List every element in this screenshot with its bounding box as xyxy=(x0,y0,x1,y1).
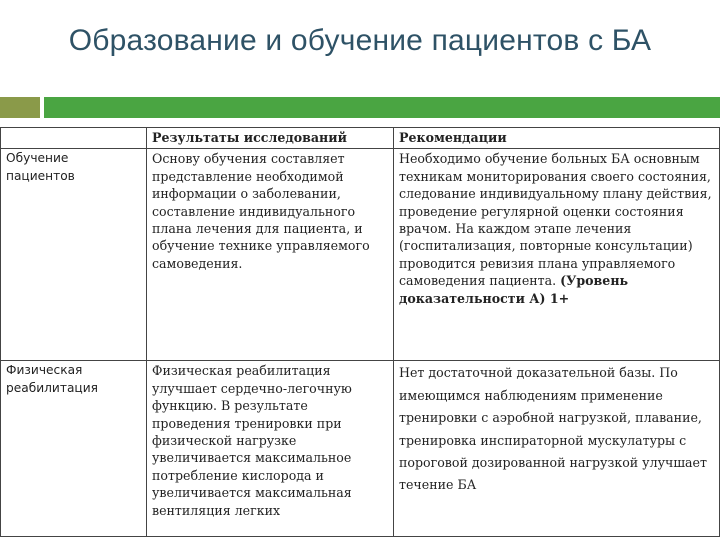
topic-cell: Обучение пациентов xyxy=(1,149,147,361)
accent-bar-small xyxy=(0,97,40,118)
accent-bar-large xyxy=(44,97,720,118)
results-cell: Физическая реабилитация улучшает сердечно-легочную функцию. В результате проведения тренировки при физической нагрузке увеличивается максимальное потребление кислорода и увеличивается максимальная вентиляция легких xyxy=(147,361,394,537)
recommendation-cell: Нет достаточной доказательной базы. По имеющимся наблюдениям применение тренировки с аэробной нагрузкой, плавание, тренировка инспираторной мускулатуры с пороговой дозированной нагрузкой улучшает течение БА xyxy=(394,361,720,537)
results-cell: Основу обучения составляет представление необходимой информации о заболевании, составление индивидуального плана лечения для пациента, и обучение технике управляемого самоведения. xyxy=(147,149,394,361)
recommendation-text: Необходимо обучение больных БА основным техникам мониторирования своего состояния, следование индивидуальному плану действия, проведение регулярной оценки состояния врачом. На каждом этапе лечения (госпитализация, повторные консультации) проводится ревизия плана управляемого самоведения пациента. xyxy=(399,151,712,289)
header-recommendations: Рекомендации xyxy=(394,128,720,149)
header-results: Результаты исследований xyxy=(147,128,394,149)
recommendation-cell xyxy=(394,149,720,361)
evidence-level: (Уровень доказательности А) 1+ xyxy=(399,273,629,306)
header-cell-empty xyxy=(1,128,147,149)
recommendations-table xyxy=(0,127,720,537)
slide-title: Образование и обучение пациентов с БА xyxy=(68,24,652,57)
topic-cell: Физическая реабилитация xyxy=(1,361,147,537)
